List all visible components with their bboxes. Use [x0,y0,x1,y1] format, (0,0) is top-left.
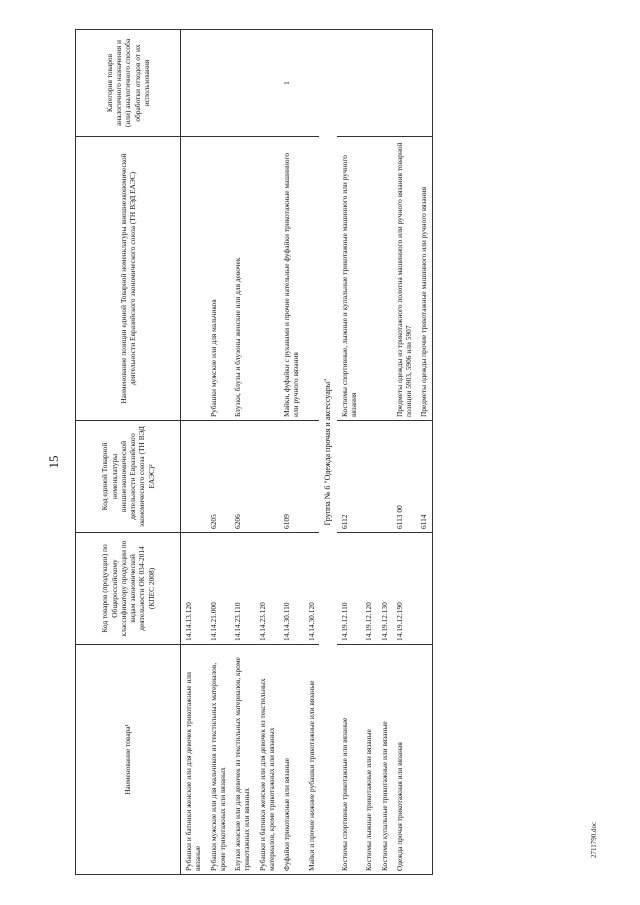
page-number: 15 [46,455,61,469]
cell-tnved [181,421,206,533]
cell-tnved-name [304,137,319,421]
cell-tnved [361,421,376,533]
cell-category [361,30,376,137]
table-row [392,30,417,875]
cell-category [416,30,432,137]
table-row [304,30,319,875]
table-row [377,30,392,875]
cell-tnved-name [377,137,392,421]
table-row [337,30,362,875]
cell-tnved: 6113 00 [392,421,417,533]
table-header-row [76,30,181,875]
cell-name: Рубашки мужские или для мальчиков из текстильных материалов, кроме трикотажных или вязаных [206,645,231,875]
cell-okpd: 14.14.13.120 [181,533,206,645]
table-row [181,30,206,875]
goods-table [75,29,433,875]
cell-tnved-name: Блузки, блузы и блузоны женские или для девочек [230,137,255,421]
table-row [206,30,231,875]
cell-tnved: 6109 [279,421,304,533]
cell-tnved [377,421,392,533]
header-name: Наименование товара¹ [76,645,181,875]
cell-name: Майки и прочие нижние рубашки трикотажные или вязаные [304,645,319,875]
cell-tnved: 6114 [416,421,432,533]
cell-tnved: 6205 [206,421,231,533]
cell-okpd: 14.14.23.110 [230,533,255,645]
cell-category [230,30,255,137]
table-row [416,30,432,875]
cell-name: Фуфайки трикотажные или вязаные [279,645,304,875]
cell-okpd [416,533,432,645]
cell-name: Одежда прочая трикотажная или вязаная [392,645,417,875]
cell-name: Рубашки и батники женские или для девочек из текстильных материалов, кроме трикотажных или вязаных [255,645,280,875]
cell-tnved-name [255,137,280,421]
cell-okpd: 14.19.12.130 [377,533,392,645]
file-name: 2711790.doc [590,821,598,858]
header-tnved-name: Наименование позиции единой Товарной номенклатуры внешнеэкономической деятельности Евразийского экономического союза (ТН ВЭД ЕАЭС) [76,137,181,421]
table-row [279,30,304,875]
header-tnved-code: Код единой Товарной номенклатуры внешнеэкономической деятельности Евразийского экономического союза (ТН ВЭД ЕАЭС)² [76,421,181,533]
rotated-table-container [75,30,583,875]
cell-okpd: 14.19.12.110 [337,533,362,645]
header-category: Категория товаров аналогичного назначения и (или) аналогичного способа обработки отходов от их использования [76,30,181,137]
cell-tnved-name: Предметы одежды прочие трикотажные машинного или ручного вязания [416,137,432,421]
cell-category [304,30,319,137]
cell-category [377,30,392,137]
cell-tnved-name: Рубашки мужские или для мальчиков [206,137,231,421]
cell-okpd: 14.19.12.120 [361,533,376,645]
cell-okpd: 14.19.12.190 [392,533,417,645]
cell-okpd: 14.14.30.110 [279,533,304,645]
cell-okpd: 14.14.23.120 [255,533,280,645]
cell-tnved-name: Майки, фуфайки с рукавами и прочие нательные фуфайки трикотажные машинного или ручного вязания [279,137,304,421]
cell-category [392,30,417,137]
header-okpd: Код товаров (продукции) по Общероссийскому классификатору продукции по видам экономической деятельности ОК 034-2014 (КПЕС 2008) [76,533,181,645]
cell-tnved-name: Предметы одежды из трикотажного полотна машинного или ручного вязания товарной позиции 5903, 5906 или 5907 [392,137,417,421]
cell-name: Блузки женские или для девочек из текстильных материалов, кроме трикотажных или вязаных [230,645,255,875]
cell-category: 1 [279,30,304,137]
group-row [319,30,337,875]
cell-name: Костюмы лыжные трикотажные или вязаные [361,645,376,875]
cell-name: Костюмы спортивные трикотажные или вязаные [337,645,362,875]
cell-category [337,30,362,137]
cell-tnved-name: Костюмы спортивные, лыжные и купальные трикотажные машинного или ручного вязания [337,137,362,421]
cell-tnved: 6206 [230,421,255,533]
cell-tnved [255,421,280,533]
group-label: Группа № 6 "Одежда прочая и аксессуары" [319,30,337,875]
cell-name: Костюмы купальные трикотажные или вязаные [377,645,392,875]
cell-tnved [304,421,319,533]
cell-tnved-name [361,137,376,421]
cell-category [181,30,206,137]
cell-name: Рубашки и батники женские или для девочек трикотажные или вязаные [181,645,206,875]
cell-tnved-name [181,137,206,421]
cell-name [416,645,432,875]
table-row [230,30,255,875]
cell-okpd: 14.14.21.000 [206,533,231,645]
cell-category [206,30,231,137]
cell-okpd: 14.14.30.120 [304,533,319,645]
cell-category [255,30,280,137]
cell-tnved: 6112 [337,421,362,533]
table-row [361,30,376,875]
table-row [255,30,280,875]
